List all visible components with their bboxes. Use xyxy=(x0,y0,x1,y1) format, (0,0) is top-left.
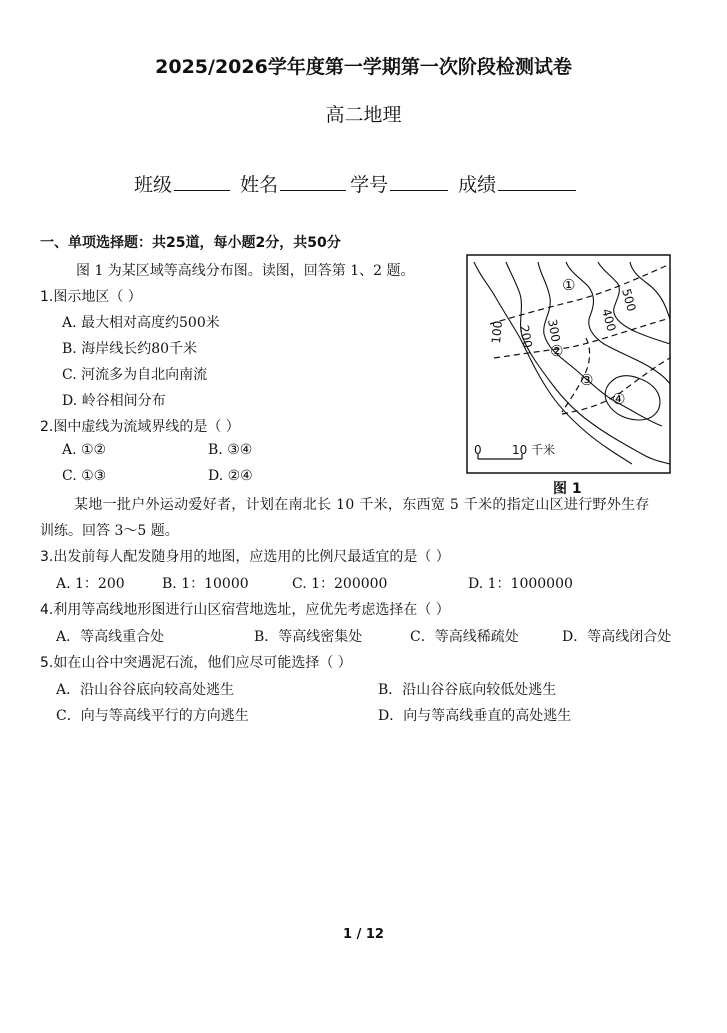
id-blank xyxy=(390,172,448,191)
q3-option-a: A. 1：200 xyxy=(56,576,125,592)
scale-zero: 0 xyxy=(474,443,482,457)
q2-option-d: D. ②④ xyxy=(208,468,253,484)
q5-option-d: D．向与等高线垂直的高处逃生 xyxy=(378,708,572,724)
q5-option-c: C．向与等高线平行的方向逃生 xyxy=(56,708,249,724)
contour-label-300: 300 xyxy=(545,318,563,344)
marker-2: ② xyxy=(550,342,564,360)
q5-stem: 5.如在山谷中突遇泥石流，他们应尽可能选择（ ） xyxy=(40,655,352,671)
q2-option-b: B. ③④ xyxy=(208,442,253,458)
contour-map xyxy=(466,254,671,474)
student-info-row xyxy=(134,170,580,197)
q4-stem: 4.利用等高线地形图进行山区宿营地选址，应优先考虑选择在（ ） xyxy=(40,602,450,618)
page-number: 1 / 12 xyxy=(343,927,384,942)
q4-option-a: A．等高线重合处 xyxy=(56,629,165,645)
name-label: 姓名 xyxy=(240,174,279,196)
q2-option-c: C. ①③ xyxy=(62,468,107,484)
q4-option-c: C．等高线稀疏处 xyxy=(410,629,519,645)
contour-label-500: 500 xyxy=(619,287,639,313)
q1-option-c: C. 河流多为自北向南流 xyxy=(62,367,208,383)
q3-stem: 3.出发前每人配发随身用的地图，应选用的比例尺最适宜的是（ ） xyxy=(40,549,450,565)
marker-3: ③ xyxy=(580,371,594,389)
q4-option-b: B．等高线密集处 xyxy=(254,629,363,645)
q4-option-d: D．等高线闭合处 xyxy=(562,629,672,645)
intro-q3-5-line1: 某地一批户外运动爱好者，计划在南北长 10 千米，东西宽 5 千米的指定山区进行野外生存 xyxy=(74,497,650,513)
intro-fig1: 图 1 为某区域等高线分布图。读图，回答第 1、2 题。 xyxy=(76,263,415,279)
exam-subject: 高二地理 xyxy=(325,104,402,126)
q2-stem: 2.图中虚线为流域界线的是（ ） xyxy=(40,419,240,435)
class-blank xyxy=(174,172,230,191)
section-heading: 一、单项选择题：共25道，每小题2分，共50分 xyxy=(40,235,341,251)
q1-stem: 1.图示地区（ ） xyxy=(40,289,142,305)
contour-label-100: 100 xyxy=(489,320,505,345)
intro-q3-5-line2: 训练。回答 3～5 题。 xyxy=(40,523,179,539)
contour-label-200: 200 xyxy=(517,324,535,350)
q1-option-d: D. 岭谷相间分布 xyxy=(62,393,166,409)
class-label: 班级 xyxy=(134,174,173,196)
figure-caption: 图 1 xyxy=(553,481,582,497)
q3-option-c: C. 1：200000 xyxy=(292,576,388,592)
q5-option-b: B．沿山谷谷底向较低处逃生 xyxy=(378,682,557,698)
marker-1: ① xyxy=(562,276,576,294)
q1-option-b: B. 海岸线长约80千米 xyxy=(62,341,198,357)
q1-option-a: A. 最大相对高度约500米 xyxy=(62,315,220,331)
q2-option-a: A. ①② xyxy=(62,442,107,458)
q5-option-a: A．沿山谷谷底向较高处逃生 xyxy=(56,682,235,698)
q3-option-d: D. 1：1000000 xyxy=(468,576,573,592)
exam-title: 2025/2026学年度第一学期第一次阶段检测试卷 xyxy=(155,56,572,78)
score-blank xyxy=(498,172,576,191)
score-label: 成绩 xyxy=(458,174,497,196)
scale-label: 10 千米 xyxy=(512,443,556,457)
contour-label-400: 400 xyxy=(599,307,619,333)
q3-option-b: B. 1：10000 xyxy=(162,576,249,592)
name-blank xyxy=(280,172,346,191)
marker-4: ④ xyxy=(612,390,626,408)
id-label: 学号 xyxy=(350,174,389,196)
